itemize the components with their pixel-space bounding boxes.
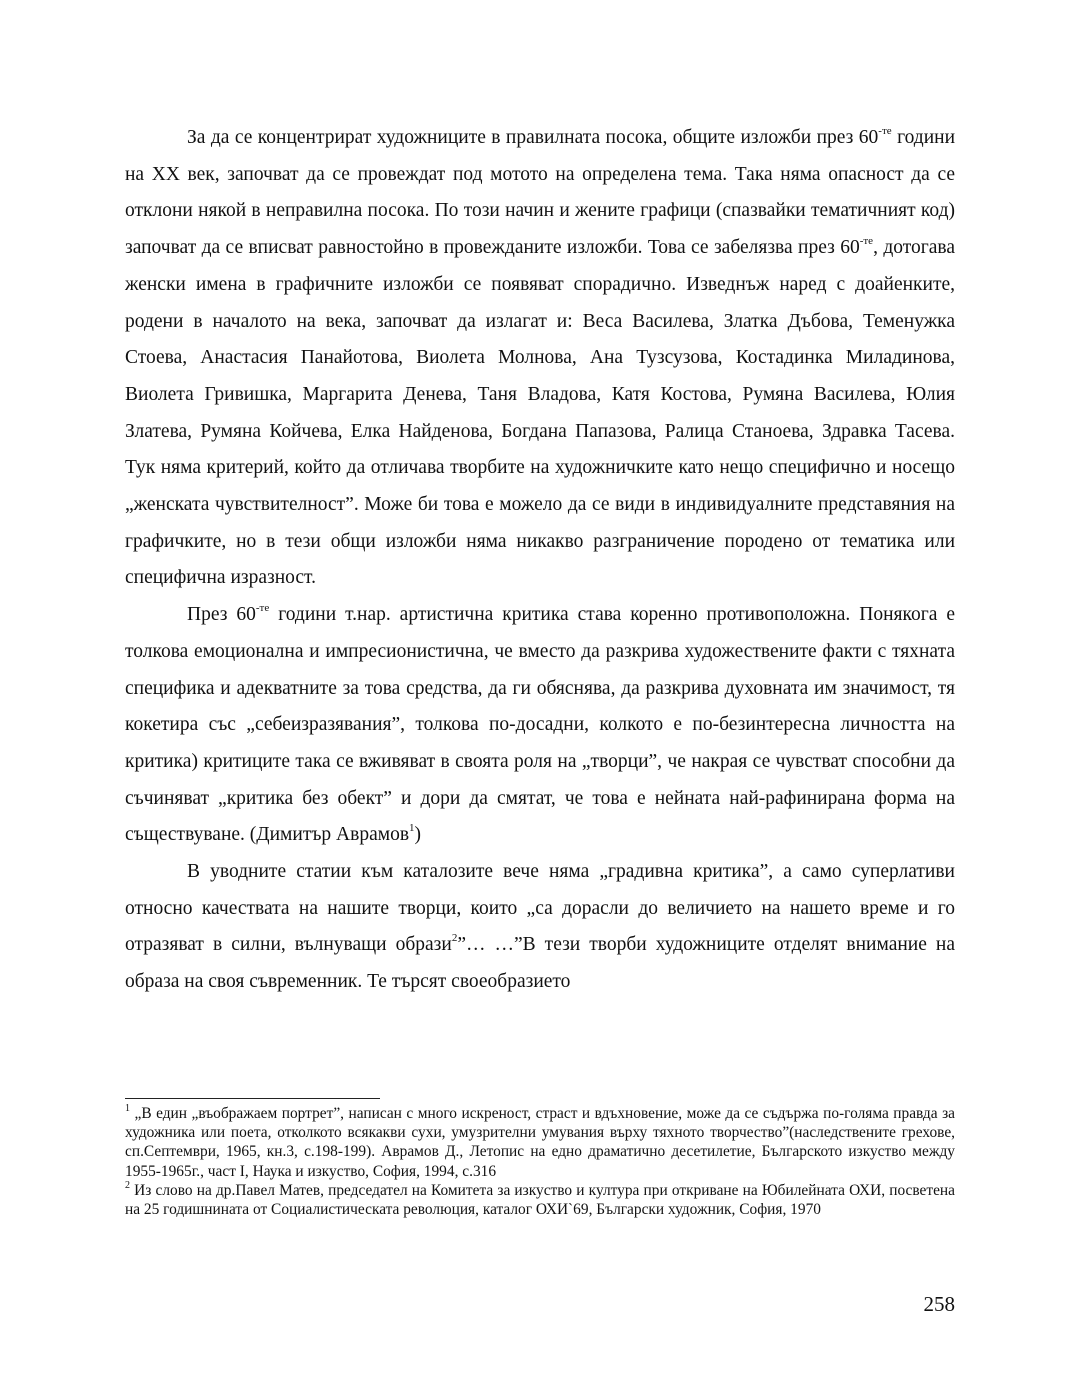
footnote-1-mark: 1 <box>125 1102 130 1114</box>
superscript-te: -те <box>859 234 874 247</box>
footnote-ref-2: 2 <box>451 931 458 944</box>
paragraph-2-text-b: години т.нар. артистична критика става коренно противоположна. Понякога е толкова емоционална и импресионистична, че вместо да разкрива художествените факти с тяхната специфика и адекватните за това средства, да ги обяснява, да разкрива духовната им значимост, тя кокетира със „себеизразявания”, толкова по-досадни, колкото е по-безинтересна личността на критика) критиците така се вживяват в своята роля на „творци”, че накрая се чувстват способни да съчиняват „критика без обект” и дори да смятат, че това е нейната най-рафинирана форма на съществуване. (Димитър Аврамов <box>125 604 955 846</box>
footnotes <box>125 1104 955 1219</box>
main-text <box>125 120 955 1001</box>
superscript-te: -те <box>255 601 270 614</box>
paragraph-2-text-c: ) <box>414 824 422 846</box>
paragraph-3 <box>125 854 955 1001</box>
superscript-te: -те <box>878 124 892 137</box>
footnote-divider <box>125 1098 380 1099</box>
footnote-2-text: Из слово на др.Павел Матев, председател на Комитета за изкуство и култура при откриване на Юбилейната ОХИ, посветена на 25 годишнината от Социалистическата революция, каталог ОХИ`69, Български художник, София, 1970 <box>125 1181 955 1219</box>
footnote-1 <box>125 1104 955 1181</box>
footnote-1-text: „В един „въображаем портрет”, написан с много искреност, страст и вдъхновение, може да се съдържа по-голяма правда за художника или поета, отколкото всякакви сухи, умузрителни умувания върху тяхното творчество”(наследствените грехове, сп.Септември, 1965, кн.3, с.198-199). Аврамов Д., Летопис на едно драматично десетилетие, Българското изкуство между 1955-1965г., част I, Наука и изкуство, София, 1994, с.316 <box>125 1105 955 1180</box>
page-number: 258 <box>923 1292 955 1316</box>
paragraph-1-text-c: , дотогава женски имена в графичните изложби се появяват спорадично. Изведнъж наред с доайенките, родени в началото на века, започват да излагат и: Веса Василева, Златка Дъбова, Теменужка Стоева, Анастасия Панайотова, Виолета Молнова, Ана Тузсузова, Костадинка Миладинова, Виолета Гривишка, Маргарита Денева, Таня Владова, Катя Костова, Румяна Василева, Юлия Златева, Румяна Койчева, Елка Найденова, Богдана Папазова, Ралица Станоева, Здравка Тасева. Тук няма критерий, който да отличава творбите на художничките като нещо специфично и носещо „женската чувствителност”. Може би това е можело да се види в индивидуалните представяния на графичките, но в тези общи изложби няма никакво разграничение породено от тематика или специфична изразност. <box>125 237 956 589</box>
paragraph-2 <box>125 597 955 854</box>
paragraph-3-text-a: В уводните статии към каталозите вече няма „градивна критика”, а само суперлативи относно качествата на нашите творци, които „са дорасли до величието на нашето време и го отразяват в силни, вълнуващи образи <box>125 861 955 956</box>
paragraph-3-text-b: ”… …”В тези творби художниците отделят внимание на образа на своя съвременник. Те търсят своеобразието <box>125 934 955 993</box>
footnote-2-mark: 2 <box>125 1179 130 1191</box>
paragraph-1-text-b: години на XX век, започват да се провеждат под мотото на определена тема. Така няма опасност да се отклони някой в неправилна посока. По този начин и жените графици (спазвайки тематичният код) започват да се вписват равностойно в провежданите изложби. Това се забелязва през 60 <box>125 127 956 259</box>
paragraph-2-text-a: През 60 <box>187 604 256 626</box>
footnote-2 <box>125 1181 955 1219</box>
footnote-ref-1: 1 <box>409 821 415 834</box>
paragraph-1 <box>125 120 955 597</box>
paragraph-1-text-a: За да се концентрират художниците в правилната посока, общите изложби през 60 <box>187 127 879 148</box>
